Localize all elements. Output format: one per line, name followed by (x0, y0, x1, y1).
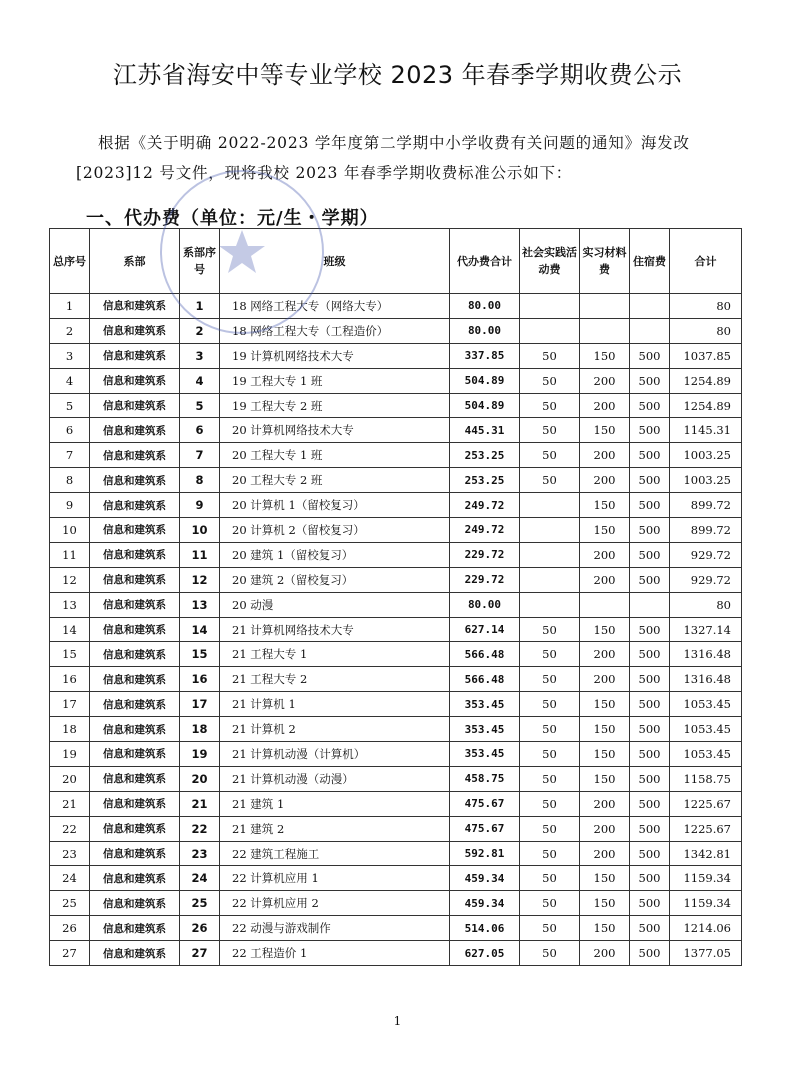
cell-dept-seq: 25 (180, 891, 220, 916)
cell-dept: 信息和建筑系 (90, 617, 180, 642)
cell-material-fee: 150 (580, 518, 630, 543)
cell-material-fee: 150 (580, 617, 630, 642)
cell-dept-seq: 5 (180, 393, 220, 418)
cell-class: 21 计算机网络技术大专 (220, 617, 450, 642)
cell-lodging-fee: 500 (630, 518, 670, 543)
cell-class: 21 工程大专 2 (220, 667, 450, 692)
cell-dept: 信息和建筑系 (90, 368, 180, 393)
cell-practice-fee: 50 (520, 667, 580, 692)
cell-class: 20 工程大专 2 班 (220, 468, 450, 493)
table-header-row (50, 229, 742, 294)
cell-lodging-fee: 500 (630, 443, 670, 468)
cell-practice-fee: 50 (520, 916, 580, 941)
cell-seq: 18 (50, 717, 90, 742)
cell-seq: 20 (50, 766, 90, 791)
cell-practice-fee: 50 (520, 742, 580, 767)
cell-lodging-fee: 500 (630, 866, 670, 891)
cell-class: 22 计算机应用 2 (220, 891, 450, 916)
cell-agency-total: 459.34 (450, 891, 520, 916)
cell-dept: 信息和建筑系 (90, 816, 180, 841)
cell-dept-seq: 2 (180, 318, 220, 343)
table-row (50, 542, 742, 567)
cell-dept: 信息和建筑系 (90, 667, 180, 692)
cell-agency-total: 353.45 (450, 717, 520, 742)
cell-total: 1053.45 (670, 717, 742, 742)
cell-dept: 信息和建筑系 (90, 791, 180, 816)
cell-dept-seq: 8 (180, 468, 220, 493)
cell-agency-total: 458.75 (450, 766, 520, 791)
cell-seq: 9 (50, 493, 90, 518)
cell-agency-total: 566.48 (450, 667, 520, 692)
cell-material-fee: 200 (580, 791, 630, 816)
cell-lodging-fee: 500 (630, 567, 670, 592)
cell-dept-seq: 17 (180, 692, 220, 717)
header-seq: 总序号 (50, 229, 90, 294)
cell-seq: 10 (50, 518, 90, 543)
cell-practice-fee: 50 (520, 941, 580, 966)
cell-dept: 信息和建筑系 (90, 318, 180, 343)
table-row (50, 493, 742, 518)
cell-class: 22 建筑工程施工 (220, 841, 450, 866)
cell-lodging-fee (630, 592, 670, 617)
cell-seq: 26 (50, 916, 90, 941)
cell-practice-fee: 50 (520, 717, 580, 742)
table-row (50, 617, 742, 642)
cell-dept-seq: 27 (180, 941, 220, 966)
cell-material-fee: 200 (580, 393, 630, 418)
cell-lodging-fee: 500 (630, 717, 670, 742)
cell-seq: 23 (50, 841, 90, 866)
cell-total: 80 (670, 592, 742, 617)
header-dept-seq: 系部序号 (180, 229, 220, 294)
table-row (50, 667, 742, 692)
cell-agency-total: 566.48 (450, 642, 520, 667)
cell-agency-total: 229.72 (450, 542, 520, 567)
cell-seq: 14 (50, 617, 90, 642)
cell-total: 1003.25 (670, 443, 742, 468)
cell-dept-seq: 3 (180, 343, 220, 368)
cell-practice-fee (520, 318, 580, 343)
table-row (50, 692, 742, 717)
cell-agency-total: 80.00 (450, 592, 520, 617)
cell-material-fee: 200 (580, 941, 630, 966)
cell-class: 21 工程大专 1 (220, 642, 450, 667)
cell-seq: 16 (50, 667, 90, 692)
cell-dept-seq: 16 (180, 667, 220, 692)
cell-lodging-fee (630, 294, 670, 319)
cell-dept: 信息和建筑系 (90, 916, 180, 941)
cell-agency-total: 229.72 (450, 567, 520, 592)
cell-practice-fee (520, 567, 580, 592)
cell-material-fee: 150 (580, 418, 630, 443)
cell-practice-fee: 50 (520, 393, 580, 418)
cell-dept-seq: 14 (180, 617, 220, 642)
cell-seq: 21 (50, 791, 90, 816)
cell-dept: 信息和建筑系 (90, 642, 180, 667)
table-body (50, 294, 742, 966)
table-row (50, 742, 742, 767)
cell-dept-seq: 24 (180, 866, 220, 891)
cell-material-fee: 150 (580, 866, 630, 891)
cell-class: 19 工程大专 1 班 (220, 368, 450, 393)
cell-practice-fee (520, 294, 580, 319)
cell-seq: 5 (50, 393, 90, 418)
cell-total: 80 (670, 294, 742, 319)
cell-dept: 信息和建筑系 (90, 717, 180, 742)
cell-practice-fee: 50 (520, 617, 580, 642)
table-row (50, 891, 742, 916)
cell-practice-fee: 50 (520, 841, 580, 866)
cell-class: 21 建筑 2 (220, 816, 450, 841)
cell-practice-fee (520, 592, 580, 617)
cell-dept: 信息和建筑系 (90, 294, 180, 319)
cell-material-fee: 200 (580, 368, 630, 393)
cell-practice-fee: 50 (520, 692, 580, 717)
cell-seq: 8 (50, 468, 90, 493)
cell-material-fee: 150 (580, 717, 630, 742)
cell-lodging-fee: 500 (630, 393, 670, 418)
cell-total: 1254.89 (670, 393, 742, 418)
fee-table (49, 228, 742, 966)
page-number: 1 (393, 1014, 402, 1028)
table-row (50, 318, 742, 343)
cell-dept-seq: 10 (180, 518, 220, 543)
cell-lodging-fee: 500 (630, 418, 670, 443)
cell-dept: 信息和建筑系 (90, 343, 180, 368)
cell-dept: 信息和建筑系 (90, 418, 180, 443)
cell-lodging-fee (630, 318, 670, 343)
cell-dept-seq: 15 (180, 642, 220, 667)
cell-total: 1159.34 (670, 891, 742, 916)
cell-agency-total: 504.89 (450, 393, 520, 418)
cell-dept: 信息和建筑系 (90, 393, 180, 418)
cell-total: 1037.85 (670, 343, 742, 368)
cell-lodging-fee: 500 (630, 791, 670, 816)
header-material-fee: 实习材料费 (580, 229, 630, 294)
cell-total: 80 (670, 318, 742, 343)
cell-seq: 17 (50, 692, 90, 717)
cell-dept-seq: 11 (180, 542, 220, 567)
cell-lodging-fee: 500 (630, 916, 670, 941)
cell-dept: 信息和建筑系 (90, 891, 180, 916)
table-row (50, 294, 742, 319)
intro-paragraph: 根据《关于明确 2022-2023 学年度第二学期中小学收费有关问题的通知》海发改[2023]12 号文件，现将我校 2023 年春季学期收费标准公示如下： (76, 134, 690, 182)
cell-lodging-fee: 500 (630, 891, 670, 916)
cell-dept-seq: 6 (180, 418, 220, 443)
cell-agency-total: 459.34 (450, 866, 520, 891)
table-row (50, 567, 742, 592)
cell-dept-seq: 23 (180, 841, 220, 866)
cell-material-fee: 200 (580, 642, 630, 667)
table-row (50, 841, 742, 866)
cell-total: 929.72 (670, 542, 742, 567)
table-row (50, 368, 742, 393)
cell-class: 21 建筑 1 (220, 791, 450, 816)
cell-class: 20 工程大专 1 班 (220, 443, 450, 468)
cell-lodging-fee: 500 (630, 692, 670, 717)
cell-practice-fee (520, 493, 580, 518)
cell-material-fee: 150 (580, 766, 630, 791)
page-title: 江苏省海安中等专业学校 2023 年春季学期收费公示 (112, 61, 683, 89)
table-row (50, 393, 742, 418)
cell-practice-fee: 50 (520, 443, 580, 468)
cell-dept-seq: 20 (180, 766, 220, 791)
cell-seq: 19 (50, 742, 90, 767)
header-class: 班级 (220, 229, 450, 294)
cell-seq: 13 (50, 592, 90, 617)
cell-material-fee: 150 (580, 916, 630, 941)
table-row (50, 941, 742, 966)
cell-agency-total: 253.25 (450, 443, 520, 468)
cell-class: 20 计算机 2（留校复习） (220, 518, 450, 543)
cell-dept: 信息和建筑系 (90, 567, 180, 592)
cell-dept-seq: 9 (180, 493, 220, 518)
header-practice-fee: 社会实践活动费 (520, 229, 580, 294)
table-row (50, 592, 742, 617)
cell-lodging-fee: 500 (630, 742, 670, 767)
table-row (50, 518, 742, 543)
cell-seq: 4 (50, 368, 90, 393)
table-row (50, 766, 742, 791)
cell-seq: 25 (50, 891, 90, 916)
cell-dept: 信息和建筑系 (90, 468, 180, 493)
cell-agency-total: 353.45 (450, 742, 520, 767)
cell-total: 1377.05 (670, 941, 742, 966)
table-row (50, 443, 742, 468)
cell-seq: 24 (50, 866, 90, 891)
cell-seq: 7 (50, 443, 90, 468)
cell-dept: 信息和建筑系 (90, 493, 180, 518)
cell-material-fee: 200 (580, 542, 630, 567)
cell-practice-fee: 50 (520, 866, 580, 891)
table-row (50, 418, 742, 443)
cell-material-fee: 150 (580, 742, 630, 767)
cell-practice-fee: 50 (520, 418, 580, 443)
cell-total: 1158.75 (670, 766, 742, 791)
cell-total: 1159.34 (670, 866, 742, 891)
cell-dept: 信息和建筑系 (90, 518, 180, 543)
cell-agency-total: 80.00 (450, 294, 520, 319)
cell-practice-fee (520, 542, 580, 567)
cell-total: 1145.31 (670, 418, 742, 443)
cell-practice-fee: 50 (520, 468, 580, 493)
cell-total: 1254.89 (670, 368, 742, 393)
header-total: 合计 (670, 229, 742, 294)
cell-agency-total: 475.67 (450, 791, 520, 816)
cell-lodging-fee: 500 (630, 816, 670, 841)
cell-seq: 3 (50, 343, 90, 368)
cell-practice-fee (520, 518, 580, 543)
cell-agency-total: 353.45 (450, 692, 520, 717)
cell-class: 20 计算机 1（留校复习） (220, 493, 450, 518)
cell-material-fee (580, 592, 630, 617)
cell-total: 1327.14 (670, 617, 742, 642)
cell-lodging-fee: 500 (630, 766, 670, 791)
cell-lodging-fee: 500 (630, 368, 670, 393)
cell-dept: 信息和建筑系 (90, 542, 180, 567)
cell-material-fee: 200 (580, 667, 630, 692)
cell-dept-seq: 18 (180, 717, 220, 742)
cell-material-fee (580, 294, 630, 319)
cell-agency-total: 249.72 (450, 493, 520, 518)
cell-material-fee: 150 (580, 692, 630, 717)
cell-class: 22 动漫与游戏制作 (220, 916, 450, 941)
cell-practice-fee: 50 (520, 816, 580, 841)
cell-seq: 2 (50, 318, 90, 343)
header-agency-total: 代办费合计 (450, 229, 520, 294)
cell-class: 22 计算机应用 1 (220, 866, 450, 891)
cell-lodging-fee: 500 (630, 493, 670, 518)
header-dept: 系部 (90, 229, 180, 294)
cell-dept-seq: 4 (180, 368, 220, 393)
cell-class: 20 建筑 2（留校复习） (220, 567, 450, 592)
cell-seq: 6 (50, 418, 90, 443)
cell-lodging-fee: 500 (630, 468, 670, 493)
cell-material-fee: 200 (580, 816, 630, 841)
cell-lodging-fee: 500 (630, 617, 670, 642)
cell-total: 1316.48 (670, 667, 742, 692)
cell-seq: 11 (50, 542, 90, 567)
table-row (50, 717, 742, 742)
cell-practice-fee: 50 (520, 642, 580, 667)
section-heading: 一、代办费（单位：元/生・学期） (86, 208, 379, 229)
cell-seq: 22 (50, 816, 90, 841)
cell-dept-seq: 1 (180, 294, 220, 319)
cell-dept: 信息和建筑系 (90, 692, 180, 717)
cell-practice-fee: 50 (520, 891, 580, 916)
table-row (50, 866, 742, 891)
cell-seq: 1 (50, 294, 90, 319)
cell-practice-fee: 50 (520, 368, 580, 393)
cell-dept: 信息和建筑系 (90, 443, 180, 468)
cell-total: 1214.06 (670, 916, 742, 941)
cell-lodging-fee: 500 (630, 667, 670, 692)
cell-class: 21 计算机动漫（计算机） (220, 742, 450, 767)
cell-dept-seq: 22 (180, 816, 220, 841)
cell-dept-seq: 21 (180, 791, 220, 816)
cell-agency-total: 504.89 (450, 368, 520, 393)
table-row (50, 791, 742, 816)
cell-agency-total: 249.72 (450, 518, 520, 543)
cell-dept-seq: 7 (180, 443, 220, 468)
cell-agency-total: 627.05 (450, 941, 520, 966)
cell-material-fee: 200 (580, 567, 630, 592)
cell-lodging-fee: 500 (630, 941, 670, 966)
cell-class: 18 网络工程大专（网络大专） (220, 294, 450, 319)
cell-material-fee: 150 (580, 891, 630, 916)
cell-agency-total: 253.25 (450, 468, 520, 493)
cell-material-fee: 200 (580, 841, 630, 866)
cell-class: 20 动漫 (220, 592, 450, 617)
cell-practice-fee: 50 (520, 791, 580, 816)
cell-total: 899.72 (670, 493, 742, 518)
cell-lodging-fee: 500 (630, 343, 670, 368)
cell-class: 21 计算机动漫（动漫） (220, 766, 450, 791)
cell-total: 1316.48 (670, 642, 742, 667)
cell-class: 18 网络工程大专（工程造价） (220, 318, 450, 343)
cell-class: 19 工程大专 2 班 (220, 393, 450, 418)
cell-material-fee: 200 (580, 443, 630, 468)
cell-class: 20 计算机网络技术大专 (220, 418, 450, 443)
cell-total: 1053.45 (670, 692, 742, 717)
table-row (50, 343, 742, 368)
cell-total: 929.72 (670, 567, 742, 592)
cell-class: 20 建筑 1（留校复习） (220, 542, 450, 567)
cell-seq: 12 (50, 567, 90, 592)
cell-dept: 信息和建筑系 (90, 941, 180, 966)
cell-dept: 信息和建筑系 (90, 766, 180, 791)
table-row (50, 642, 742, 667)
cell-dept-seq: 26 (180, 916, 220, 941)
cell-dept-seq: 12 (180, 567, 220, 592)
cell-practice-fee: 50 (520, 766, 580, 791)
cell-agency-total: 337.85 (450, 343, 520, 368)
cell-dept-seq: 13 (180, 592, 220, 617)
cell-seq: 27 (50, 941, 90, 966)
header-lodging-fee: 住宿费 (630, 229, 670, 294)
cell-seq: 15 (50, 642, 90, 667)
cell-practice-fee: 50 (520, 343, 580, 368)
cell-dept: 信息和建筑系 (90, 841, 180, 866)
cell-class: 21 计算机 1 (220, 692, 450, 717)
cell-agency-total: 80.00 (450, 318, 520, 343)
cell-material-fee: 200 (580, 468, 630, 493)
cell-material-fee: 150 (580, 343, 630, 368)
cell-class: 21 计算机 2 (220, 717, 450, 742)
cell-agency-total: 627.14 (450, 617, 520, 642)
table-row (50, 816, 742, 841)
cell-material-fee (580, 318, 630, 343)
cell-material-fee: 150 (580, 493, 630, 518)
cell-dept-seq: 19 (180, 742, 220, 767)
cell-dept: 信息和建筑系 (90, 742, 180, 767)
cell-lodging-fee: 500 (630, 841, 670, 866)
cell-class: 22 工程造价 1 (220, 941, 450, 966)
table-row (50, 916, 742, 941)
cell-total: 1053.45 (670, 742, 742, 767)
cell-agency-total: 514.06 (450, 916, 520, 941)
cell-agency-total: 445.31 (450, 418, 520, 443)
cell-total: 1225.67 (670, 791, 742, 816)
cell-total: 1225.67 (670, 816, 742, 841)
cell-lodging-fee: 500 (630, 642, 670, 667)
table-row (50, 468, 742, 493)
cell-dept: 信息和建筑系 (90, 592, 180, 617)
cell-class: 19 计算机网络技术大专 (220, 343, 450, 368)
cell-lodging-fee: 500 (630, 542, 670, 567)
cell-agency-total: 592.81 (450, 841, 520, 866)
cell-agency-total: 475.67 (450, 816, 520, 841)
cell-total: 1003.25 (670, 468, 742, 493)
cell-dept: 信息和建筑系 (90, 866, 180, 891)
cell-total: 1342.81 (670, 841, 742, 866)
cell-total: 899.72 (670, 518, 742, 543)
